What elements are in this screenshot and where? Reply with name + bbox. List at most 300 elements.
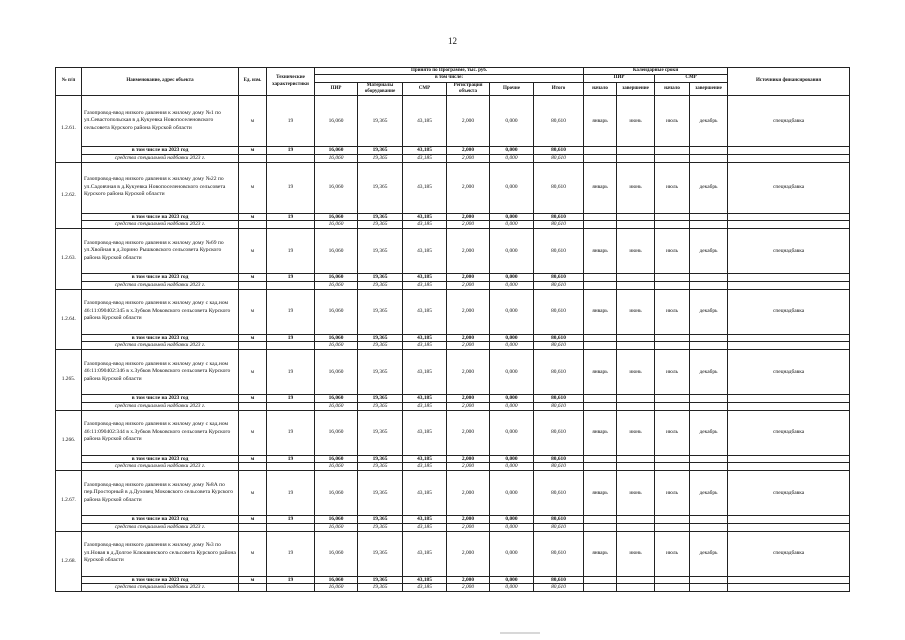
- fund-cell-pir: 16,060: [315, 342, 358, 350]
- cell-pir: 16,060: [315, 350, 358, 395]
- fund-row-label: средства специальной надбавки 2023 г.: [82, 281, 239, 289]
- table-row: [56, 96, 850, 147]
- empty-cell: [728, 455, 850, 463]
- cell-tech: 19: [267, 96, 315, 147]
- empty-cell: [690, 584, 728, 592]
- empty-cell: [655, 523, 690, 531]
- year-cell-tech: 19: [267, 147, 315, 155]
- cell-other: 0,000: [490, 229, 534, 274]
- empty-cell: [617, 395, 655, 403]
- fund-row: [56, 402, 850, 410]
- empty-cell: [239, 342, 267, 350]
- cell-smr-start: июль: [655, 350, 690, 395]
- header-tech: Технические характеристики: [267, 68, 315, 96]
- cell-pir-start: январь: [584, 531, 617, 576]
- empty-cell: [267, 523, 315, 531]
- year-row: [56, 334, 850, 342]
- cell-smr-start: июль: [655, 410, 690, 455]
- fund-cell-smr: 43,185: [403, 281, 447, 289]
- fund-cell-smr: 43,185: [403, 221, 447, 229]
- cell-name: Газопровод-ввод низкого давления к жилому дому с кад.ном 46:11:090402:345 в х.Зубков Моковского сельсовета Курского района Курской области: [82, 289, 239, 334]
- empty-cell: [728, 523, 850, 531]
- cell-smr: 43,185: [403, 289, 447, 334]
- year-row-label: в том числе на 2023 год: [82, 213, 239, 221]
- cell-tech: 19: [267, 531, 315, 576]
- fund-row: [56, 463, 850, 471]
- fund-row-label: средства специальной надбавки 2023 г.: [82, 402, 239, 410]
- fund-cell-total: 80,610: [534, 463, 584, 471]
- year-cell-pir: 16,060: [315, 395, 358, 403]
- year-cell-smr: 43,185: [403, 334, 447, 342]
- empty-cell: [655, 463, 690, 471]
- header-smr-start: начало: [655, 82, 690, 96]
- empty-cell: [584, 463, 617, 471]
- cell-tech: 19: [267, 229, 315, 274]
- cell-registration: 2,000: [447, 229, 490, 274]
- year-cell-pir: 16,060: [315, 516, 358, 524]
- table-row: [56, 350, 850, 395]
- cell-unit: м: [239, 289, 267, 334]
- row-number: 1.266.: [56, 410, 82, 471]
- year-cell-total: 80,610: [534, 516, 584, 524]
- cell-materials: 19,365: [358, 96, 403, 147]
- year-row: [56, 455, 850, 463]
- row-number: 1.2.68.: [56, 531, 82, 592]
- cell-registration: 2,000: [447, 350, 490, 395]
- year-cell-pir: 16,060: [315, 274, 358, 282]
- table-row: [56, 471, 850, 516]
- cell-total: 80,610: [534, 410, 584, 455]
- cell-pir-end: июнь: [617, 350, 655, 395]
- cell-materials: 19,365: [358, 531, 403, 576]
- year-cell-total: 80,610: [534, 274, 584, 282]
- year-row: [56, 576, 850, 584]
- cell-pir: 16,060: [315, 229, 358, 274]
- empty-cell: [239, 221, 267, 229]
- fund-cell-pir: 16,060: [315, 154, 358, 162]
- cell-materials: 19,365: [358, 162, 403, 213]
- empty-cell: [655, 221, 690, 229]
- empty-cell: [655, 584, 690, 592]
- empty-cell: [617, 463, 655, 471]
- fund-row-label: средства специальной надбавки 2023 г.: [82, 523, 239, 531]
- cell-unit: м: [239, 96, 267, 147]
- header-pir-start: начало: [584, 82, 617, 96]
- cell-materials: 19,365: [358, 471, 403, 516]
- empty-cell: [655, 402, 690, 410]
- year-cell-unit: м: [239, 516, 267, 524]
- fund-cell-total: 80,610: [534, 342, 584, 350]
- fund-cell-total: 80,610: [534, 402, 584, 410]
- cell-materials: 19,365: [358, 229, 403, 274]
- cell-pir-end: июнь: [617, 229, 655, 274]
- cell-pir-end: июнь: [617, 531, 655, 576]
- cell-tech: 19: [267, 471, 315, 516]
- year-cell-total: 80,610: [534, 213, 584, 221]
- empty-cell: [617, 147, 655, 155]
- empty-cell: [690, 402, 728, 410]
- empty-cell: [267, 402, 315, 410]
- empty-cell: [584, 221, 617, 229]
- empty-cell: [728, 147, 850, 155]
- header-source: Источники финансирования: [728, 68, 850, 96]
- empty-cell: [617, 342, 655, 350]
- empty-cell: [690, 463, 728, 471]
- year-cell-tech: 19: [267, 516, 315, 524]
- empty-cell: [267, 463, 315, 471]
- year-cell-other: 0,000: [490, 576, 534, 584]
- year-row-label: в том числе на 2023 год: [82, 147, 239, 155]
- header-including: в том числе:: [315, 75, 584, 82]
- cell-source: спецнадбавка: [728, 471, 850, 516]
- cell-total: 80,610: [534, 531, 584, 576]
- header-smr: СМР: [403, 82, 447, 96]
- empty-cell: [239, 402, 267, 410]
- cell-other: 0,000: [490, 162, 534, 213]
- cell-materials: 19,365: [358, 410, 403, 455]
- year-cell-tech: 19: [267, 395, 315, 403]
- cell-name: Газопровод-ввод низкого давления к жилому дому №1 по ул.Севастопольская в д.Кукуевка Новопоселеновского сельсовета Курского района Курской области: [82, 96, 239, 147]
- cell-smr-start: июль: [655, 531, 690, 576]
- empty-cell: [690, 395, 728, 403]
- year-cell-pir: 16,060: [315, 455, 358, 463]
- fund-row: [56, 584, 850, 592]
- empty-cell: [617, 584, 655, 592]
- year-cell-tech: 19: [267, 576, 315, 584]
- fund-row: [56, 281, 850, 289]
- empty-cell: [728, 274, 850, 282]
- empty-cell: [584, 342, 617, 350]
- cell-name: Газопровод-ввод низкого давления к жилому дому №8А по пер.Просторный в д.Духовец Моковского сельсовета Курского района Курской области: [82, 471, 239, 516]
- header-other: Прочие: [490, 82, 534, 96]
- fund-cell-smr: 43,185: [403, 584, 447, 592]
- cell-registration: 2,000: [447, 162, 490, 213]
- cell-smr-end: декабрь: [690, 96, 728, 147]
- empty-cell: [267, 584, 315, 592]
- cell-smr-end: декабрь: [690, 410, 728, 455]
- empty-cell: [584, 576, 617, 584]
- empty-cell: [655, 213, 690, 221]
- cell-pir: 16,060: [315, 162, 358, 213]
- empty-cell: [239, 463, 267, 471]
- fund-cell-smr: 43,185: [403, 402, 447, 410]
- empty-cell: [728, 281, 850, 289]
- empty-cell: [584, 154, 617, 162]
- table-body: [56, 96, 850, 592]
- year-cell-unit: м: [239, 334, 267, 342]
- empty-cell: [584, 147, 617, 155]
- year-row: [56, 395, 850, 403]
- cell-total: 80,610: [534, 96, 584, 147]
- cell-smr: 43,185: [403, 410, 447, 455]
- cell-pir: 16,060: [315, 96, 358, 147]
- fund-row-label: средства специальной надбавки 2023 г.: [82, 154, 239, 162]
- empty-cell: [655, 342, 690, 350]
- cell-total: 80,610: [534, 229, 584, 274]
- fund-cell-other: 0,000: [490, 342, 534, 350]
- row-number: 1.2.67.: [56, 471, 82, 532]
- header-smr-end: завершение: [690, 82, 728, 96]
- empty-cell: [690, 147, 728, 155]
- empty-cell: [690, 154, 728, 162]
- cell-pir-end: июнь: [617, 289, 655, 334]
- fund-cell-pir: 16,060: [315, 584, 358, 592]
- header-funds-group: Принято по Программе, тыс. руб.: [315, 68, 584, 75]
- year-cell-total: 80,610: [534, 455, 584, 463]
- empty-cell: [728, 516, 850, 524]
- cell-pir-end: июнь: [617, 471, 655, 516]
- header-pir: ПИР: [315, 82, 358, 96]
- year-cell-tech: 19: [267, 455, 315, 463]
- empty-cell: [655, 576, 690, 584]
- empty-cell: [584, 213, 617, 221]
- cell-smr-end: декабрь: [690, 229, 728, 274]
- cell-other: 0,000: [490, 531, 534, 576]
- year-row-label: в том числе на 2023 год: [82, 274, 239, 282]
- empty-cell: [584, 281, 617, 289]
- page-number: 12: [448, 36, 457, 46]
- fund-row-label: средства специальной надбавки 2023 г.: [82, 463, 239, 471]
- cell-pir-start: январь: [584, 162, 617, 213]
- year-cell-registration: 2,000: [447, 147, 490, 155]
- cell-unit: м: [239, 531, 267, 576]
- scan-artifact: [500, 632, 540, 634]
- empty-cell: [617, 213, 655, 221]
- fund-cell-other: 0,000: [490, 154, 534, 162]
- fund-cell-registration: 2,000: [447, 523, 490, 531]
- cell-smr-end: декабрь: [690, 350, 728, 395]
- fund-row: [56, 221, 850, 229]
- cell-source: спецнадбавка: [728, 531, 850, 576]
- empty-cell: [617, 274, 655, 282]
- empty-cell: [690, 221, 728, 229]
- year-cell-smr: 43,185: [403, 395, 447, 403]
- cell-pir-start: январь: [584, 229, 617, 274]
- row-number: 1.2.62.: [56, 162, 82, 229]
- year-cell-pir: 16,060: [315, 334, 358, 342]
- empty-cell: [655, 154, 690, 162]
- header-calendar-smr: СМР: [655, 75, 728, 82]
- cell-smr-end: декабрь: [690, 162, 728, 213]
- fund-cell-materials: 19,365: [358, 523, 403, 531]
- year-row: [56, 147, 850, 155]
- empty-cell: [690, 516, 728, 524]
- empty-cell: [728, 584, 850, 592]
- empty-cell: [690, 523, 728, 531]
- empty-cell: [584, 516, 617, 524]
- empty-cell: [690, 213, 728, 221]
- empty-cell: [690, 342, 728, 350]
- fund-cell-other: 0,000: [490, 402, 534, 410]
- cell-registration: 2,000: [447, 289, 490, 334]
- empty-cell: [728, 334, 850, 342]
- fund-cell-materials: 19,365: [358, 402, 403, 410]
- cell-registration: 2,000: [447, 471, 490, 516]
- table-row: [56, 229, 850, 274]
- cell-unit: м: [239, 162, 267, 213]
- empty-cell: [617, 576, 655, 584]
- fund-cell-materials: 19,365: [358, 342, 403, 350]
- year-cell-other: 0,000: [490, 455, 534, 463]
- cell-smr: 43,185: [403, 229, 447, 274]
- cell-total: 80,610: [534, 162, 584, 213]
- empty-cell: [655, 147, 690, 155]
- fund-cell-registration: 2,000: [447, 342, 490, 350]
- cell-other: 0,000: [490, 350, 534, 395]
- fund-cell-smr: 43,185: [403, 523, 447, 531]
- cell-smr-end: декабрь: [690, 289, 728, 334]
- year-cell-other: 0,000: [490, 334, 534, 342]
- cell-smr: 43,185: [403, 471, 447, 516]
- year-cell-other: 0,000: [490, 395, 534, 403]
- fund-row: [56, 342, 850, 350]
- year-cell-materials: 19,365: [358, 274, 403, 282]
- cell-unit: м: [239, 229, 267, 274]
- year-cell-unit: м: [239, 274, 267, 282]
- cell-pir: 16,060: [315, 410, 358, 455]
- year-cell-materials: 19,365: [358, 334, 403, 342]
- year-row: [56, 213, 850, 221]
- cell-pir: 16,060: [315, 531, 358, 576]
- empty-cell: [690, 274, 728, 282]
- cell-smr-end: декабрь: [690, 531, 728, 576]
- cell-unit: м: [239, 471, 267, 516]
- fund-cell-pir: 16,060: [315, 281, 358, 289]
- cell-smr: 43,185: [403, 96, 447, 147]
- fund-cell-smr: 43,185: [403, 342, 447, 350]
- year-cell-materials: 19,365: [358, 147, 403, 155]
- empty-cell: [728, 395, 850, 403]
- cell-pir: 16,060: [315, 289, 358, 334]
- program-table: [55, 67, 850, 592]
- fund-cell-other: 0,000: [490, 523, 534, 531]
- empty-cell: [239, 523, 267, 531]
- cell-tech: 19: [267, 350, 315, 395]
- cell-source: спецнадбавка: [728, 96, 850, 147]
- cell-other: 0,000: [490, 289, 534, 334]
- cell-name: Газопровод-ввод низкого давления к жилому дому №22 по ул.Садовчная в д.Кукуевка Новопоселеновского сельсовета Курского района Курской области: [82, 162, 239, 213]
- row-number: 1.2.64.: [56, 289, 82, 350]
- year-cell-materials: 19,365: [358, 516, 403, 524]
- cell-pir-end: июнь: [617, 162, 655, 213]
- cell-other: 0,000: [490, 471, 534, 516]
- cell-smr: 43,185: [403, 162, 447, 213]
- cell-name: Газопровод-ввод низкого давления к жилому дому с кад.ном 46:11:090402:344 в х.Зубков Моковского сельсовета Курского района Курской области: [82, 410, 239, 455]
- fund-cell-materials: 19,365: [358, 154, 403, 162]
- table-row: [56, 410, 850, 455]
- year-row-label: в том числе на 2023 год: [82, 334, 239, 342]
- cell-total: 80,610: [534, 350, 584, 395]
- header-registration: Регистрация объекта: [447, 82, 490, 96]
- year-cell-materials: 19,365: [358, 576, 403, 584]
- empty-cell: [728, 342, 850, 350]
- empty-cell: [655, 516, 690, 524]
- cell-name: Газопровод-ввод низкого давления к жилому дому с кад.ном 46:11:090402:346 в х.Зубков Моковского сельсовета Курского района Курской области: [82, 350, 239, 395]
- cell-source: спецнадбавка: [728, 289, 850, 334]
- empty-cell: [655, 395, 690, 403]
- table-row: [56, 162, 850, 213]
- fund-cell-materials: 19,365: [358, 221, 403, 229]
- fund-cell-registration: 2,000: [447, 154, 490, 162]
- year-row-label: в том числе на 2023 год: [82, 576, 239, 584]
- empty-cell: [267, 281, 315, 289]
- cell-smr-start: июль: [655, 229, 690, 274]
- empty-cell: [728, 213, 850, 221]
- empty-cell: [655, 281, 690, 289]
- year-cell-unit: м: [239, 213, 267, 221]
- cell-source: спецнадбавка: [728, 410, 850, 455]
- year-row: [56, 274, 850, 282]
- year-cell-pir: 16,060: [315, 576, 358, 584]
- cell-other: 0,000: [490, 410, 534, 455]
- cell-registration: 2,000: [447, 410, 490, 455]
- cell-pir-end: июнь: [617, 96, 655, 147]
- empty-cell: [584, 274, 617, 282]
- year-cell-smr: 43,185: [403, 274, 447, 282]
- year-cell-unit: м: [239, 576, 267, 584]
- empty-cell: [267, 154, 315, 162]
- empty-cell: [728, 463, 850, 471]
- cell-smr-start: июль: [655, 289, 690, 334]
- empty-cell: [617, 154, 655, 162]
- cell-pir-start: январь: [584, 289, 617, 334]
- empty-cell: [690, 455, 728, 463]
- year-row-label: в том числе на 2023 год: [82, 395, 239, 403]
- row-number: 1.2.63.: [56, 229, 82, 290]
- empty-cell: [239, 154, 267, 162]
- empty-cell: [728, 221, 850, 229]
- year-cell-total: 80,610: [534, 334, 584, 342]
- year-cell-registration: 2,000: [447, 274, 490, 282]
- row-number: 1.265.: [56, 350, 82, 411]
- header-name: Наименование, адрес объекта: [82, 68, 239, 96]
- year-cell-materials: 19,365: [358, 213, 403, 221]
- cell-tech: 19: [267, 410, 315, 455]
- empty-cell: [239, 584, 267, 592]
- cell-source: спецнадбавка: [728, 229, 850, 274]
- fund-cell-materials: 19,365: [358, 584, 403, 592]
- empty-cell: [267, 221, 315, 229]
- fund-cell-pir: 16,060: [315, 221, 358, 229]
- year-cell-registration: 2,000: [447, 455, 490, 463]
- cell-source: спецнадбавка: [728, 350, 850, 395]
- fund-cell-total: 80,610: [534, 281, 584, 289]
- fund-cell-total: 80,610: [534, 584, 584, 592]
- empty-cell: [584, 334, 617, 342]
- fund-cell-total: 80,610: [534, 154, 584, 162]
- cell-smr-start: июль: [655, 471, 690, 516]
- year-cell-pir: 16,060: [315, 147, 358, 155]
- cell-tech: 19: [267, 162, 315, 213]
- cell-other: 0,000: [490, 96, 534, 147]
- fund-cell-registration: 2,000: [447, 281, 490, 289]
- empty-cell: [690, 281, 728, 289]
- header-unit: Ед. изм.: [239, 68, 267, 96]
- cell-pir-start: январь: [584, 96, 617, 147]
- cell-unit: м: [239, 410, 267, 455]
- year-cell-pir: 16,060: [315, 213, 358, 221]
- empty-cell: [617, 516, 655, 524]
- year-cell-registration: 2,000: [447, 334, 490, 342]
- cell-smr: 43,185: [403, 350, 447, 395]
- year-cell-other: 0,000: [490, 274, 534, 282]
- fund-cell-other: 0,000: [490, 463, 534, 471]
- empty-cell: [655, 334, 690, 342]
- fund-row: [56, 154, 850, 162]
- year-cell-registration: 2,000: [447, 576, 490, 584]
- year-cell-tech: 19: [267, 213, 315, 221]
- empty-cell: [617, 221, 655, 229]
